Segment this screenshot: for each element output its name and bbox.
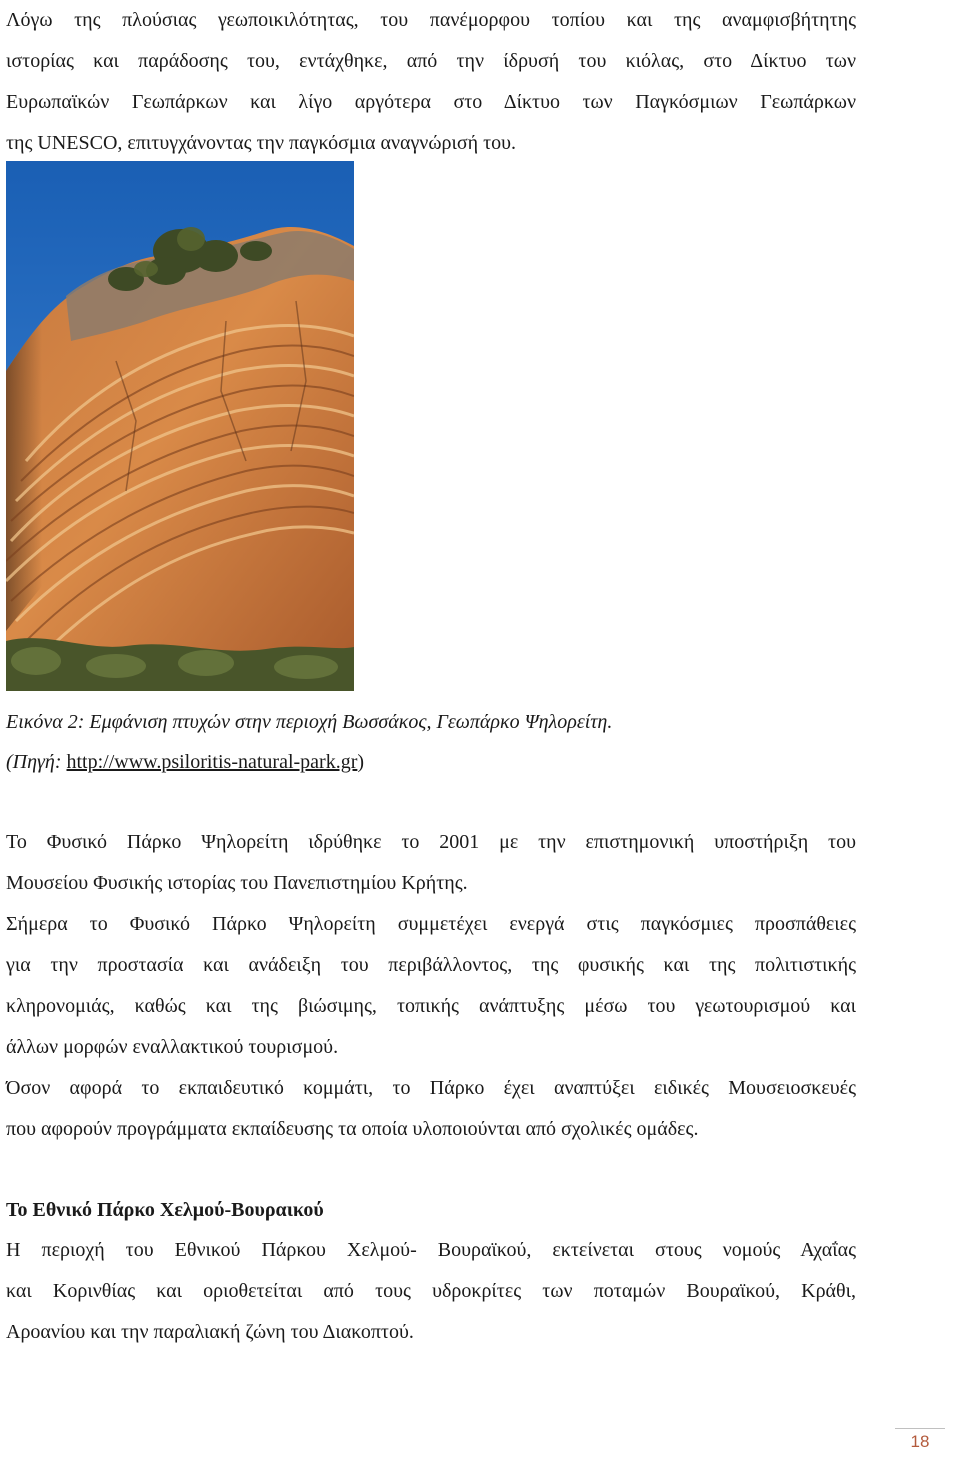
today-line: άλλων μορφών εναλλακτικού τουρισμού. — [6, 1036, 339, 1058]
folded-rock-photo — [6, 161, 354, 691]
education-line: που αφορούν προγράμματα εκπαίδευσης τα οποία υλοποιούνται από σχολικές ομάδες. — [6, 1118, 699, 1140]
founded-line: Το Φυσικό Πάρκο Ψηλορείτη ιδρύθηκε το 2001 με την επιστημονική υποστήριξη του — [6, 831, 856, 853]
caption-source-prefix: (Πηγή: — [6, 751, 67, 773]
chelmos-heading: Το Εθνικό Πάρκο Χελμού-Βουραικού — [6, 1199, 324, 1221]
caption-title: Εικόνα 2: Εμφάνιση πτυχών στην περιοχή Βωσσάκος, Γεωπάρκο Ψηλορείτη. — [6, 711, 613, 733]
education-line: Όσον αφορά το εκπαιδευτικό κομμάτι, το Πάρκο έχει αναπτύξει ειδικές Μουσειοσκευές — [6, 1077, 856, 1099]
intro-line: της UNESCO, επιτυγχάνοντας την παγκόσμια αναγνώρισή του. — [6, 132, 517, 154]
footer-rule — [895, 1428, 945, 1429]
source-link[interactable]: http://www.psiloritis-natural-park.gr — [66, 751, 358, 773]
page-number: 18 — [910, 1432, 930, 1451]
intro-line: Ευρωπαϊκών Γεωπάρκων και λίγο αργότερα στο Δίκτυο των Παγκόσμιων Γεωπάρκων — [6, 91, 856, 113]
intro-line: Λόγω της πλούσιας γεωποικιλότητας, του πανέμορφου τοπίου και της αναμφισβήτητης — [6, 9, 856, 31]
today-line: για την προστασία και ανάδειξη του περιβάλλοντος, της φυσικής και της πολιτιστικής — [6, 954, 856, 976]
founded-line: Μουσείου Φυσικής ιστορίας του Πανεπιστημίου Κρήτης. — [6, 872, 468, 894]
intro-line: ιστορίας και παράδοσης του, εντάχθηκε, από την ίδρυσή του κιόλας, στο Δίκτυο των — [6, 50, 856, 72]
chelmos-line: Η περιοχή του Εθνικού Πάρκου Χελμού- Βουραϊκού, εκτείνεται στους νομούς Αχαΐας — [6, 1239, 856, 1261]
education-paragraph — [6, 1068, 856, 1150]
figure-caption — [6, 702, 856, 782]
caption-source-suffix: ) — [357, 751, 365, 773]
founded-paragraph — [6, 822, 856, 904]
chelmos-line: και Κορινθίας και οριοθετείται από τους υδροκρίτες των ποταμών Βουραϊκού, Κράθι, — [6, 1280, 856, 1302]
today-line: κληρονομιάς, καθώς και της βιώσιμης, τοπικής ανάπτυξης μέσω του γεωτουρισμού και — [6, 995, 856, 1017]
today-paragraph — [6, 904, 856, 1068]
chelmos-line: Αροανίου και την παραλιακή ζώνη του Διακοπτού. — [6, 1321, 414, 1343]
today-line: Σήμερα το Φυσικό Πάρκο Ψηλορείτη συμμετέχει ενεργά στις παγκόσμιες προσπάθειες — [6, 913, 856, 935]
intro-paragraph — [6, 0, 856, 164]
chelmos-paragraph — [6, 1230, 856, 1353]
